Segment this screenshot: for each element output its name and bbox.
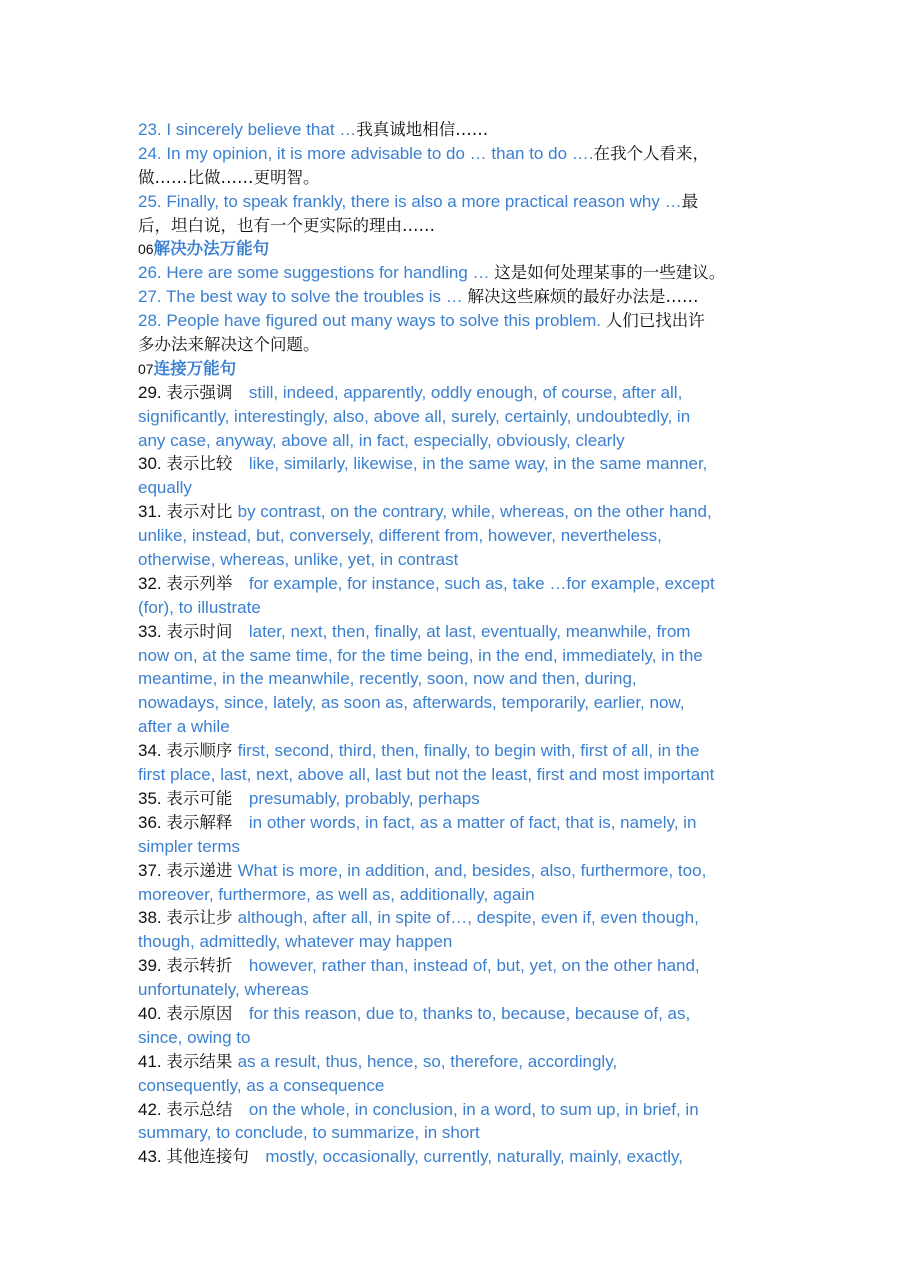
chinese-text: 表示递进 (166, 860, 238, 880)
chinese-text: 表示对比 (166, 502, 238, 522)
english-text: for this reason, due to, thanks to, because, because of, as, (248, 1003, 691, 1023)
english-text: like, similarly, likewise, in the same way, in the same manner, (248, 454, 708, 474)
chinese-text: 表示解释 (166, 812, 249, 832)
text-line (138, 1145, 778, 1169)
text-line (138, 1121, 778, 1145)
english-text: any case, anyway, above all, in fact, especially, obviously, clearly (138, 430, 625, 450)
section-title: 解决办法万能句 (153, 239, 270, 259)
chinese-text: 表示总结 (166, 1099, 249, 1119)
english-text: summary, to conclude, to summarize, in short (138, 1123, 480, 1143)
item-number: 33. (138, 621, 167, 641)
english-text: 23. I sincerely believe that … (138, 120, 357, 139)
section-number: 06 (138, 241, 154, 258)
english-text: however, rather than, instead of, but, yet, on the other hand, (248, 956, 700, 976)
english-text: unlike, instead, but, conversely, different from, however, nevertheless, (138, 526, 662, 546)
text-line (138, 452, 778, 476)
english-text: 28. People have figured out many ways to solve this problem. (138, 311, 606, 331)
text-line (138, 978, 778, 1002)
text-line (138, 572, 778, 596)
text-line (138, 859, 778, 883)
english-text: after a while (138, 717, 230, 737)
english-text: meantime, in the meanwhile, recently, soon, now and then, during, (138, 669, 637, 689)
english-text: since, owing to (138, 1027, 251, 1047)
english-text: first place, last, next, above all, last but not the least, first and most important (138, 765, 715, 785)
item-number: 42. (138, 1099, 167, 1119)
text-line (138, 596, 778, 620)
english-text: nowadays, since, lately, as soon as, afterwards, temporarily, earlier, now, (138, 693, 685, 713)
chinese-text: 我真诚地相信…… (356, 120, 489, 139)
english-text: unfortunately, whereas (138, 980, 309, 1000)
item-number: 34. (138, 741, 167, 761)
text-line (138, 333, 778, 357)
item-number: 29. (138, 382, 167, 402)
english-text: for example, for instance, such as, take …for example, except (248, 573, 715, 593)
section-number: 07 (138, 360, 154, 377)
chinese-text: 表示让步 (166, 908, 238, 928)
item-number: 36. (138, 812, 167, 832)
text-line (138, 1002, 778, 1026)
item-number: 43. (138, 1147, 167, 1167)
text-line (138, 787, 778, 811)
english-text: first, second, third, then, finally, to begin with, first of all, in the (237, 741, 700, 761)
text-line (138, 357, 778, 381)
text-line (138, 237, 778, 261)
chinese-text: 表示结果 (166, 1051, 238, 1071)
english-text: although, after all, in spite of…, despite, even if, even though, (237, 908, 699, 928)
english-text: moreover, furthermore, as well as, additionally, again (138, 884, 535, 904)
english-text: 24. In my opinion, it is more advisable to do … than to do …. (138, 143, 594, 163)
text-line (138, 214, 778, 238)
item-number: 38. (138, 908, 167, 928)
text-line (138, 476, 778, 500)
document-page (138, 118, 778, 1169)
item-number: 37. (138, 860, 167, 880)
chinese-text: 表示比较 (166, 454, 249, 474)
chinese-text: 做……比做……更明智。 (138, 167, 320, 187)
chinese-text: 其他连接句 (166, 1147, 266, 1167)
item-number: 35. (138, 788, 167, 808)
text-line (138, 691, 778, 715)
text-line (138, 811, 778, 835)
english-text: consequently, as a consequence (138, 1075, 385, 1095)
text-line (138, 524, 778, 548)
chinese-text: 这是如何处理某事的一些建议。 (494, 263, 726, 283)
chinese-text: 解决这些麻烦的最好办法是…… (467, 287, 699, 307)
chinese-text: 表示强调 (166, 382, 249, 402)
text-line (138, 620, 778, 644)
text-line (138, 715, 778, 739)
text-line (138, 954, 778, 978)
chinese-text: 表示列举 (166, 573, 249, 593)
english-text: (for), to illustrate (138, 597, 261, 617)
text-line (138, 142, 778, 166)
text-line (138, 500, 778, 524)
text-line (138, 667, 778, 691)
english-text: now on, at the same time, for the time being, in the end, immediately, in the (138, 645, 703, 665)
chinese-text: 表示可能 (166, 788, 249, 808)
item-number: 39. (138, 956, 167, 976)
item-number: 32. (138, 573, 167, 593)
item-number: 30. (138, 454, 167, 474)
english-text: 27. The best way to solve the troubles is … (138, 287, 468, 307)
english-text: 25. Finally, to speak frankly, there is also a more practical reason why … (138, 191, 682, 211)
text-line (138, 309, 778, 333)
chinese-text: 最 (681, 191, 699, 211)
text-line (138, 763, 778, 787)
item-number: 40. (138, 1003, 167, 1023)
english-text: otherwise, whereas, unlike, yet, in contrast (138, 550, 459, 570)
chinese-text: 表示时间 (166, 621, 249, 641)
text-line (138, 1098, 778, 1122)
english-text: still, indeed, apparently, oddly enough, of course, after all, (248, 382, 683, 402)
text-line (138, 381, 778, 405)
english-text: What is more, in addition, and, besides, also, furthermore, too, (237, 860, 707, 880)
english-text: though, admittedly, whatever may happen (138, 932, 453, 952)
text-line (138, 1026, 778, 1050)
chinese-text: 在我个人看来， (593, 143, 709, 163)
english-text: simpler terms (138, 836, 241, 856)
english-text: equally (138, 478, 192, 498)
text-line (138, 429, 778, 453)
english-text: on the whole, in conclusion, in a word, to sum up, in brief, in (248, 1099, 699, 1119)
english-text: later, next, then, finally, at last, eventually, meanwhile, from (248, 621, 691, 641)
english-text: presumably, probably, perhaps (248, 788, 480, 808)
english-text: as a result, thus, hence, so, therefore, accordingly, (237, 1051, 618, 1071)
chinese-text: 表示原因 (166, 1003, 249, 1023)
item-number: 41. (138, 1051, 167, 1071)
chinese-text: 表示顺序 (166, 741, 238, 761)
chinese-text: 人们已找出许 (605, 311, 705, 331)
chinese-text: 多办法来解决这个问题。 (138, 335, 320, 355)
text-line (138, 906, 778, 930)
text-line (138, 118, 778, 142)
item-number: 31. (138, 502, 167, 522)
text-line (138, 1074, 778, 1098)
text-line (138, 261, 778, 285)
text-line (138, 930, 778, 954)
english-text: in other words, in fact, as a matter of fact, that is, namely, in (248, 812, 697, 832)
text-line (138, 883, 778, 907)
text-line (138, 548, 778, 572)
text-line (138, 1050, 778, 1074)
english-text: 26. Here are some suggestions for handling … (138, 263, 495, 283)
text-line (138, 166, 778, 190)
text-line (138, 285, 778, 309)
text-line (138, 405, 778, 429)
text-line (138, 644, 778, 668)
section-title: 连接万能句 (153, 358, 237, 378)
chinese-text: 表示转折 (166, 956, 249, 976)
chinese-text: 后，坦白说，也有一个更实际的理由…… (138, 215, 435, 235)
text-line (138, 190, 778, 214)
english-text: by contrast, on the contrary, while, whereas, on the other hand, (237, 502, 712, 522)
english-text: mostly, occasionally, currently, naturally, mainly, exactly, (265, 1147, 683, 1167)
english-text: significantly, interestingly, also, above all, surely, certainly, undoubtedly, in (138, 406, 691, 426)
text-line (138, 835, 778, 859)
text-line (138, 739, 778, 763)
